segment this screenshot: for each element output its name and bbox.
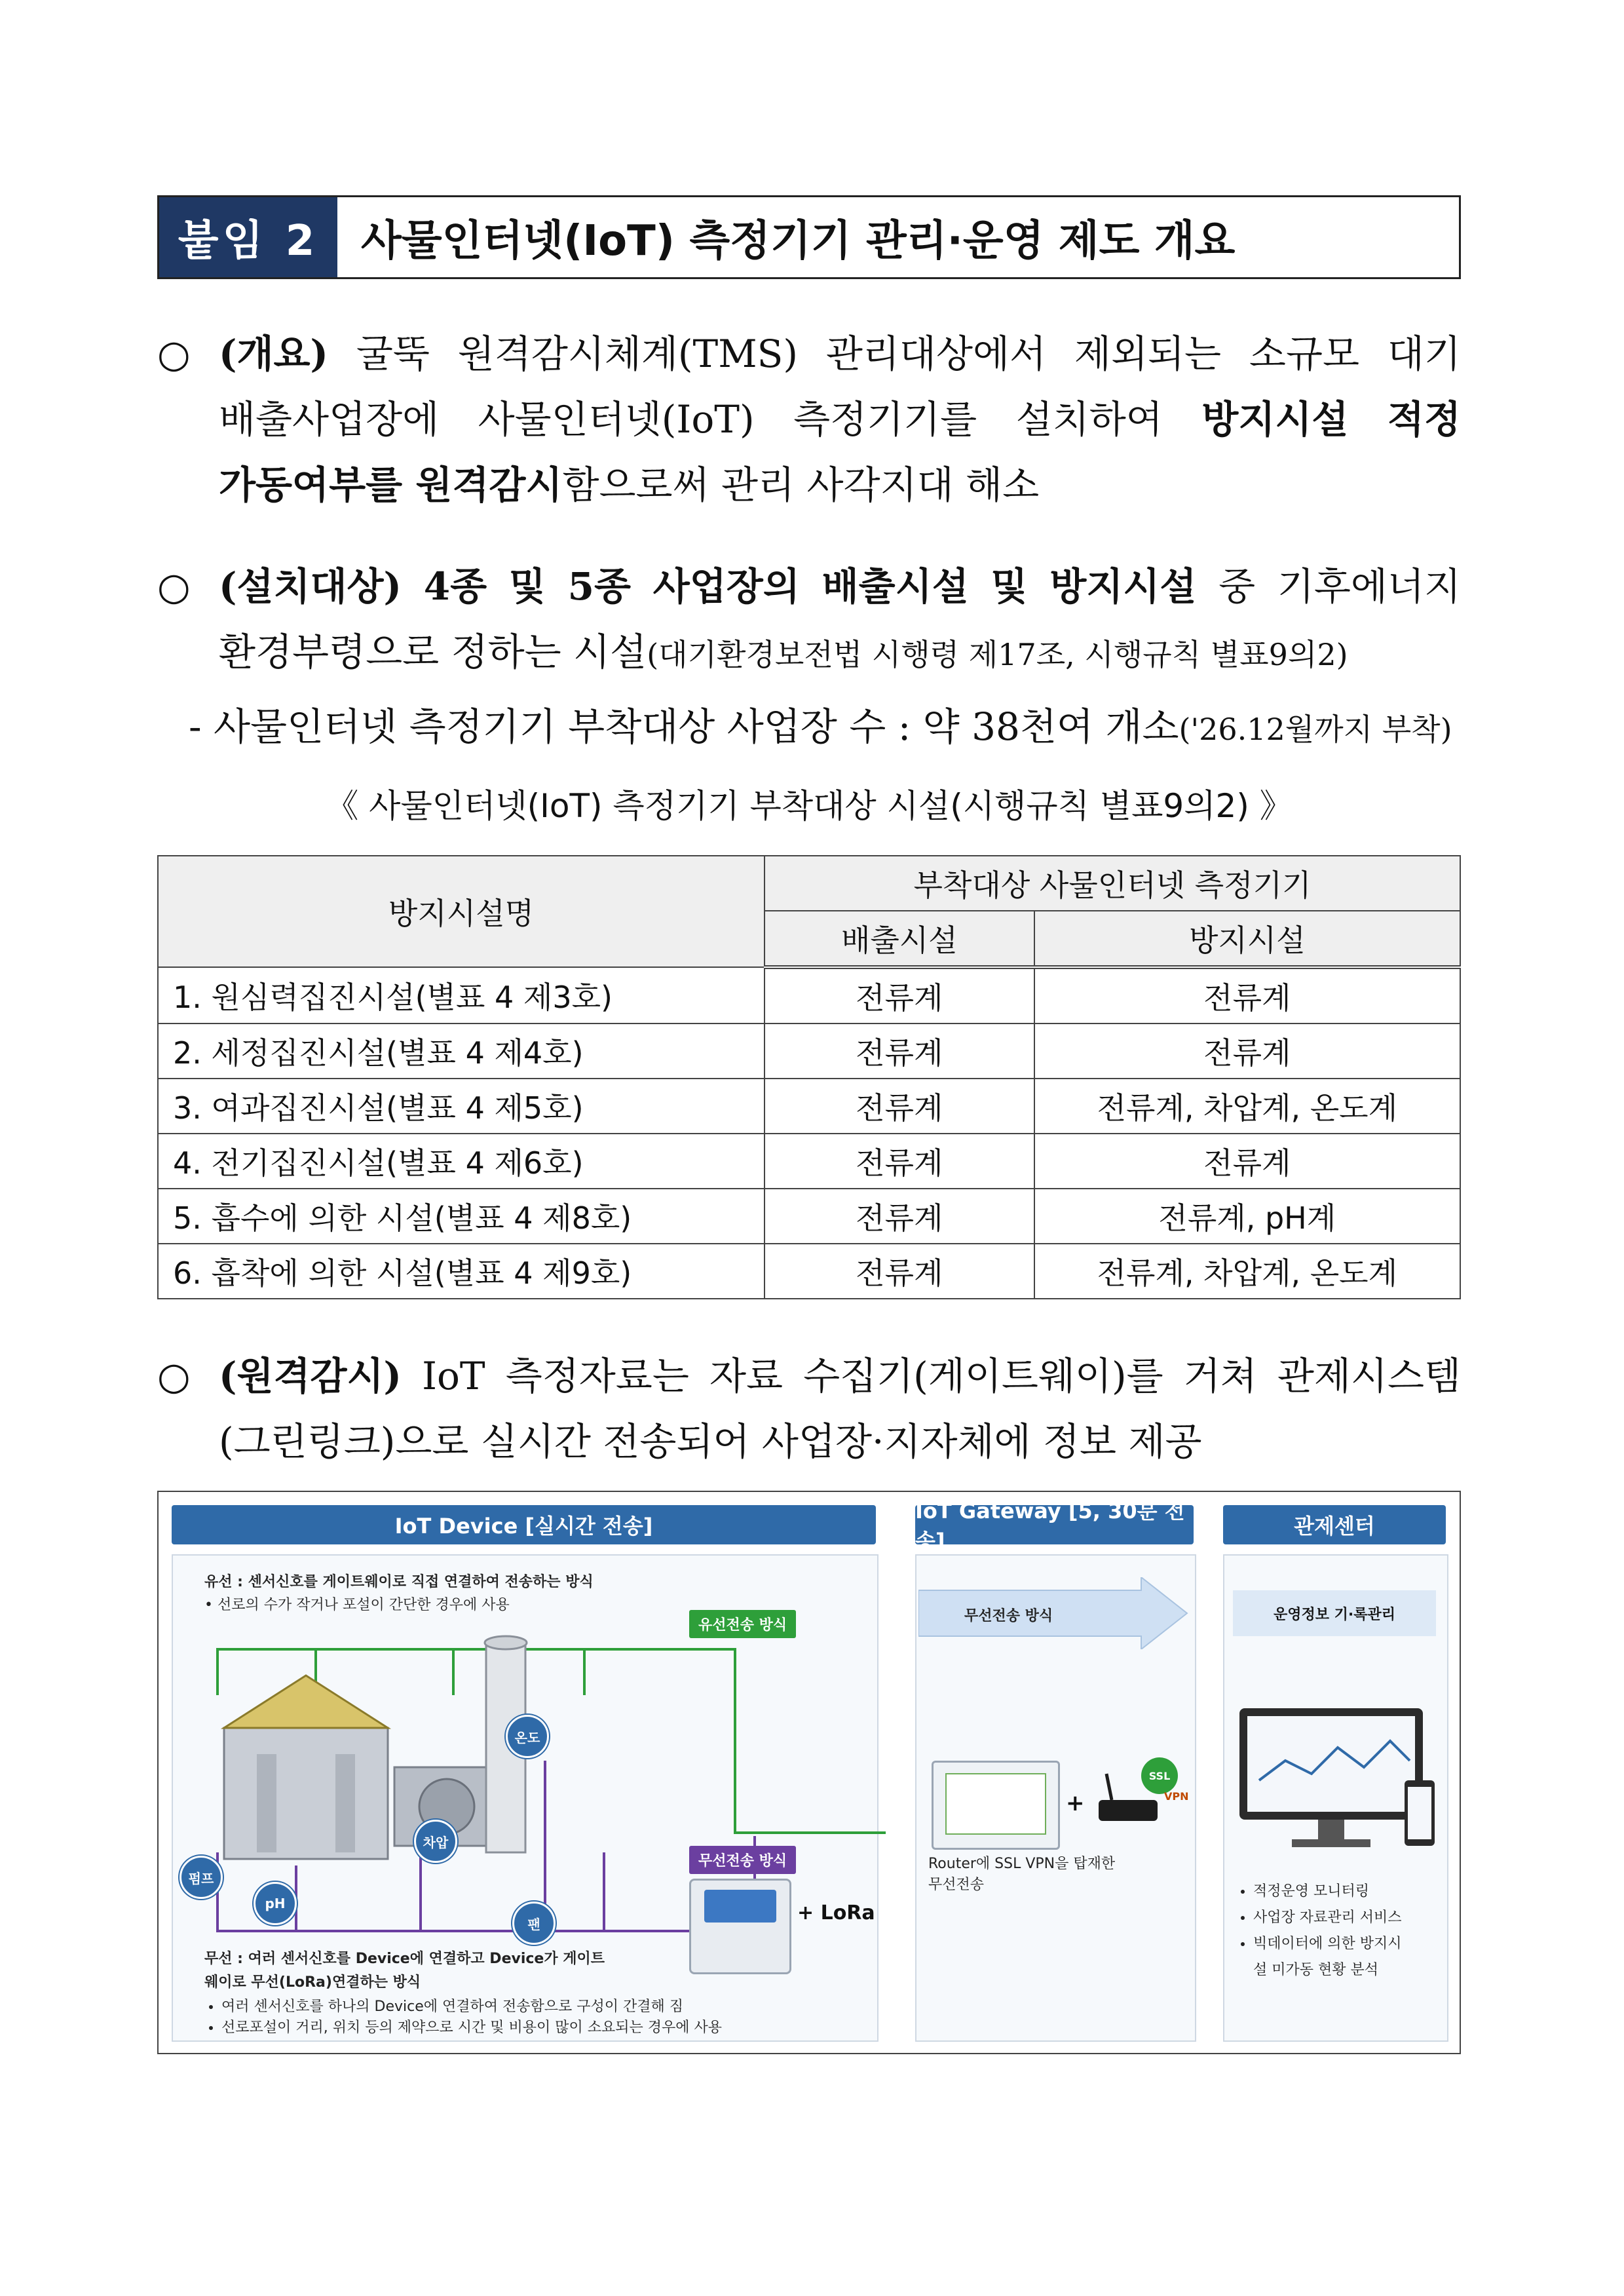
text-word: 관제시스템 [1277,1354,1461,1398]
legal-reference: (대기환경보전법 시행령 제17조, 시행규칙 별표9의2) [647,637,1348,672]
text-word: 배출시설 [821,564,969,609]
text-emphasis: 가동여부를 원격감시 [219,463,563,507]
wireless-description-line: 웨이로 무선(LoRa)연결하는 방식 [204,1974,421,1991]
vpn-label: VPN [1164,1790,1189,1803]
device-screen [704,1890,776,1923]
text-word: IoT [422,1354,485,1398]
text-word: 사물인터넷(IoT) [478,397,755,442]
fan-sensor: 팬 [512,1902,556,1945]
wireless-notes [204,1997,722,2038]
text-word: 사업장의 [652,564,800,609]
wireless-note: • 여러 센서신호를 하나의 Device에 연결하여 전송함으로 구성이 간결해 짐 [221,1997,722,2018]
table-caption: 《 사물인터넷(IoT) 측정기기 부착대상 시설(시행규칙 별표9의2) 》 [326,787,1293,825]
lora-device-icon [689,1879,791,1974]
text-word: 설치하여 [1015,397,1163,442]
table-row [158,1024,1460,1079]
text-word: 굴뚝 [356,332,430,376]
plant-structure [224,1636,527,1859]
target-paragraph [157,554,1461,762]
router-note-line: 무선전송 [928,1877,985,1893]
table-row [158,1079,1460,1134]
text-word: 방지시설 [1201,397,1349,442]
table-row [158,1244,1460,1299]
overview-line-2 [157,387,1461,452]
text-word: 대기 [1387,332,1461,376]
ssl-badge: SSL [1141,1757,1178,1794]
pressure-sensor: 차압 [414,1820,457,1863]
plant-column [335,1754,355,1852]
header-device-group: 부착대상 사물인터넷 측정기기 [765,856,1460,911]
text-word: 거쳐 [1183,1354,1257,1398]
emission-device: 전류계 [765,967,1034,1024]
plant-column [257,1754,276,1852]
prevention-device: 전류계 [1034,1134,1460,1189]
emission-device: 전류계 [765,1134,1034,1189]
gateway-arrow-label: 무선전송 방식 [964,1608,1053,1624]
text-word: 기후에너지 [1277,564,1461,609]
overview-label: (개요) [219,332,328,376]
text-word: 소규모 [1249,332,1360,376]
overview-line-3 [157,452,1461,518]
title-tag: 붙임 2 [159,197,337,277]
facility-name: 2. 세정집진시설(별표 4 제4호) [158,1024,765,1079]
text-word: 자료 [709,1354,783,1398]
site-count-text: - 사물인터넷 측정기기 부착대상 사업장 수 : 약 38천여 개소 [189,704,1179,749]
text-word: 및 [508,564,546,609]
text-word: 환경부령으로 정하는 시설 [219,630,647,674]
center-header: 관제센터 [1223,1505,1446,1544]
router-note [928,1854,1115,1896]
header-facility-name: 방지시설명 [158,856,765,967]
plus-sign: + [1066,1790,1085,1816]
wired-tag: 유선전송 방식 [689,1610,796,1638]
facility-name: 3. 여과집진시설(별표 4 제5호) [158,1079,765,1134]
deadline-note: ('26.12월까지 부착) [1179,712,1452,747]
router-note-line: Router에 SSL VPN을 탑재한 [928,1856,1116,1872]
monitoring-line-1 [157,1343,1461,1409]
router-body [1099,1800,1158,1821]
lora-label: + LoRa [797,1902,875,1924]
target-line-3 [157,694,1461,762]
text-word: 배출사업장에 [219,397,440,442]
page-title: 사물인터넷(IoT) 측정기기 관리·운영 제도 개요 [361,217,1236,265]
text-word: 함으로써 관리 사각지대 해소 [562,463,1040,507]
gateway-header: IoT Gateway [5, 30분 전송] [915,1505,1194,1544]
monitor-base [1292,1839,1370,1847]
text-word: 적정 [1387,397,1461,442]
target-label: (설치대상) [219,564,402,609]
text-word: 측정기기를 [793,397,977,442]
emission-device: 전류계 [765,1079,1034,1134]
temperature-sensor: 온도 [506,1715,549,1758]
prevention-device: 전류계, 차압계, 온도계 [1034,1079,1460,1134]
text-word: 중 [1218,564,1256,609]
emission-device: 전류계 [765,1244,1034,1299]
pump-sensor: 펌프 [179,1856,223,1899]
iot-system-diagram [157,1491,1461,2054]
prevention-device: 전류계, pH계 [1034,1189,1460,1244]
title-box [157,195,1461,279]
emission-device: 전류계 [765,1189,1034,1244]
table-row [158,967,1460,1024]
header-prevention: 방지시설 [1034,911,1460,967]
bullet-icon: ○ [157,564,191,609]
table-row [158,1134,1460,1189]
wired-note: • 선로의 수가 작거나 포설이 간단한 경우에 사용 [204,1597,510,1613]
plant-roof [224,1675,388,1728]
monitor-stand [1318,1820,1344,1839]
center-services [1236,1879,1450,1983]
emission-device: 전류계 [765,1024,1034,1079]
ph-sensor: pH [254,1882,297,1925]
prevention-device: 전류계 [1034,967,1460,1024]
text-word: 측정자료는 [505,1354,689,1398]
wired-note-text: 선로의 수가 작거나 포설이 간단한 경우에 사용 [217,1597,510,1613]
router-antenna [1106,1774,1112,1800]
bullet-icon: ○ [157,1354,191,1398]
facility-name: 6. 흡착에 의한 시설(별표 4 제9호) [158,1244,765,1299]
facility-name: 5. 흡수에 의한 시설(별표 4 제8호) [158,1189,765,1244]
text-word: 제외되는 [1074,332,1222,376]
overview-line-1 [157,321,1461,387]
wireless-note: • 선로포설이 거리, 위치 등의 제약으로 시간 및 비용이 많이 소요되는 경우에 사용 [221,2018,722,2038]
monitoring-line-2: (그린링크)으로 실시간 전송되어 사업장·지자체에 정보 제공 [219,1419,1202,1464]
gateway-device-icon [932,1761,1060,1850]
prevention-device: 전류계, 차압계, 온도계 [1034,1244,1460,1299]
center-service-item: • 사업장 자료관리 서비스 [1253,1905,1450,1931]
center-service-item: • 적정운영 모니터링 [1253,1879,1450,1905]
header-emission: 배출시설 [765,911,1034,967]
wireless-tag: 무선전송 방식 [689,1846,796,1874]
prevention-device: 전류계 [1034,1024,1460,1079]
text-word: 원격감시체계(TMS) [457,332,798,376]
facility-name: 4. 전기집진시설(별표 4 제6호) [158,1134,765,1189]
facility-table [157,855,1461,1299]
phone-screen [1408,1787,1431,1839]
stack-top [485,1636,527,1649]
wireless-description-line: 무선 : 여러 센서신호를 Device에 연결하고 Device가 게이트 [204,1951,605,1967]
text-word: 수집기(게이트웨이)를 [803,1354,1163,1398]
filter-house [224,1728,388,1859]
monitor-screen [1247,1716,1415,1812]
wireless-arrow-icon [918,1577,1190,1649]
center-service-item: 설 미가동 현황 분석 [1253,1962,1378,1978]
overview-paragraph [157,321,1461,518]
center-service-item: • 빅데이터에 의한 방지시 [1253,1931,1450,1957]
facility-name: 1. 원심력집진시설(별표 4 제3호) [158,967,765,1024]
center-banner: 운영정보 기·록관리 [1233,1590,1436,1636]
text-word: 방지시설 [1049,564,1197,609]
text-word: 5종 [567,564,632,609]
target-line-1 [157,554,1461,619]
wireless-description [204,1947,605,1995]
table-row [158,1189,1460,1244]
monitor-icon [1233,1702,1443,1859]
bullet-icon: ○ [157,332,191,376]
text-word: 및 [991,564,1028,609]
target-line-2 [157,619,1461,687]
monitoring-label: (원격감시) [219,1354,402,1398]
wired-description: 유선 : 센서신호를 게이트웨이로 직접 연결하여 전송하는 방식 [204,1574,594,1590]
monitoring-paragraph [157,1343,1461,1474]
text-word: 관리대상에서 [825,332,1047,376]
gateway-screen [945,1773,1046,1835]
device-header: IoT Device [실시간 전송] [172,1505,876,1544]
text-word: 4종 [423,564,487,609]
